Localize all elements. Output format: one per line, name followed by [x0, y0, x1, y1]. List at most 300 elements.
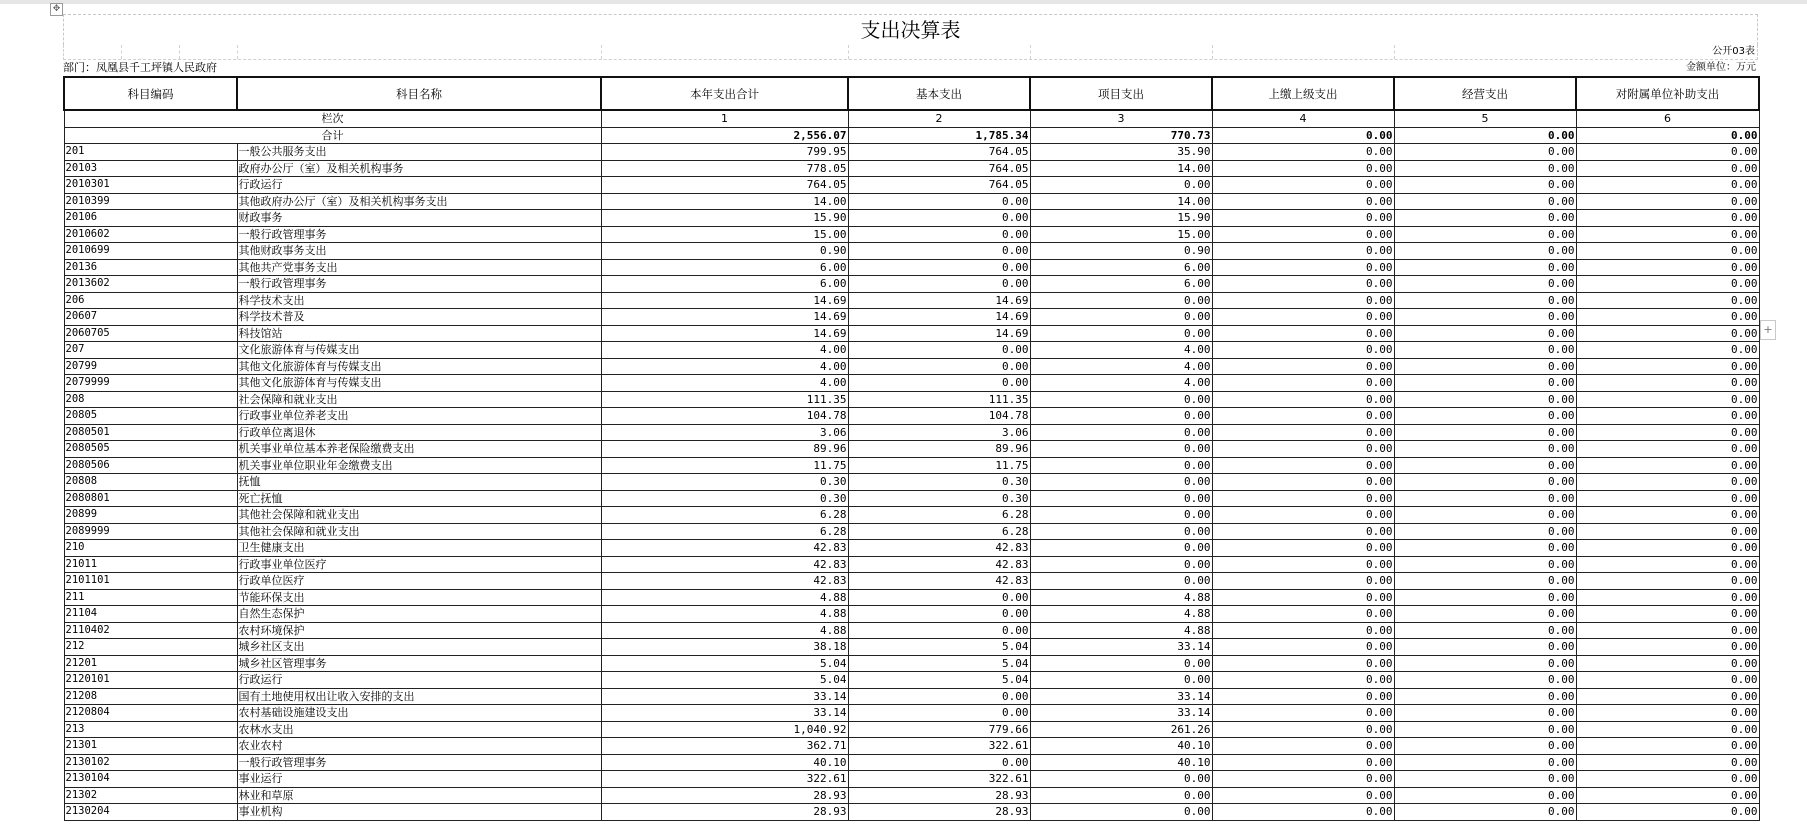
table-row: [64, 408, 1759, 425]
table-row: [64, 342, 1759, 359]
amount-cell: 4.88: [1030, 606, 1212, 623]
table-row: [64, 325, 1759, 342]
amount-cell: 0.00: [1030, 177, 1212, 194]
amount-cell: 0.00: [1212, 639, 1394, 656]
total-cell: 770.73: [1030, 127, 1212, 144]
subject-name: 其他社会保障和就业支出: [237, 523, 601, 540]
table-row: [64, 556, 1759, 573]
subject-code: 2080501: [64, 424, 237, 441]
amount-cell: 0.00: [1212, 276, 1394, 293]
subject-name: 行政单位离退休: [237, 424, 601, 441]
subject-code: 20808: [64, 474, 237, 491]
amount-cell: 0.00: [1394, 144, 1576, 161]
column-header: 科目名称: [237, 77, 601, 110]
subject-name: 机关事业单位职业年金缴费支出: [237, 457, 601, 474]
amount-cell: 0.30: [848, 490, 1030, 507]
total-cell: 0.00: [1576, 127, 1759, 144]
table-row: [64, 787, 1759, 804]
amount-cell: 4.00: [1030, 375, 1212, 392]
amount-cell: 322.61: [848, 771, 1030, 788]
subject-name: 行政事业单位养老支出: [237, 408, 601, 425]
amount-cell: 0.00: [1212, 556, 1394, 573]
amount-cell: 0.00: [1212, 490, 1394, 507]
amount-cell: 0.00: [1576, 639, 1759, 656]
subject-name: 卫生健康支出: [237, 540, 601, 557]
column-header: 科目编码: [64, 77, 237, 110]
subject-name: 机关事业单位基本养老保险缴费支出: [237, 441, 601, 458]
amount-cell: 764.05: [601, 177, 848, 194]
table-row: [64, 738, 1759, 755]
subject-code: 21201: [64, 655, 237, 672]
table-row: [64, 375, 1759, 392]
amount-cell: 0.00: [1576, 375, 1759, 392]
amount-cell: 0.00: [1576, 243, 1759, 260]
amount-cell: 42.83: [848, 540, 1030, 557]
table-move-handle-icon[interactable]: ✥: [50, 3, 63, 16]
subject-code: 201: [64, 144, 237, 161]
subject-name: 农村环境保护: [237, 622, 601, 639]
amount-cell: 0.00: [848, 193, 1030, 210]
table-row: [64, 655, 1759, 672]
subject-name: 财政事务: [237, 210, 601, 227]
amount-cell: 0.00: [1212, 259, 1394, 276]
amount-cell: 15.90: [601, 210, 848, 227]
amount-cell: 0.00: [1212, 804, 1394, 821]
amount-cell: 0.30: [848, 474, 1030, 491]
amount-cell: 33.14: [601, 705, 848, 722]
amount-cell: 0.00: [1394, 622, 1576, 639]
subject-name: 其他文化旅游体育与传媒支出: [237, 358, 601, 375]
amount-cell: 0.00: [1394, 160, 1576, 177]
amount-cell: 42.83: [848, 556, 1030, 573]
table-row: [64, 688, 1759, 705]
amount-cell: 28.93: [848, 787, 1030, 804]
amount-cell: 0.00: [1212, 754, 1394, 771]
amount-cell: 4.00: [601, 375, 848, 392]
table-row: [64, 160, 1759, 177]
amount-cell: 0.00: [1394, 342, 1576, 359]
amount-cell: 6.28: [601, 523, 848, 540]
amount-cell: 0.00: [1576, 144, 1759, 161]
amount-cell: 0.00: [1394, 474, 1576, 491]
table-row: [64, 457, 1759, 474]
window-top-strip: [0, 0, 1807, 4]
amount-cell: 0.00: [1576, 474, 1759, 491]
amount-cell: 0.00: [1212, 688, 1394, 705]
amount-cell: 0.00: [1394, 804, 1576, 821]
subject-code: 213: [64, 721, 237, 738]
subject-code: 2130104: [64, 771, 237, 788]
subject-code: 2010399: [64, 193, 237, 210]
amount-cell: 0.00: [1576, 507, 1759, 524]
amount-cell: 0.00: [1394, 358, 1576, 375]
subject-name: 林业和草原: [237, 787, 601, 804]
amount-cell: 0.00: [1394, 556, 1576, 573]
amount-cell: 0.00: [1394, 210, 1576, 227]
add-column-button[interactable]: +: [1760, 320, 1776, 340]
column-header: 基本支出: [848, 77, 1030, 110]
amount-cell: 5.04: [848, 655, 1030, 672]
subject-name: 农林水支出: [237, 721, 601, 738]
subject-code: 21208: [64, 688, 237, 705]
amount-cell: 0.00: [1576, 259, 1759, 276]
amount-cell: 0.00: [1030, 672, 1212, 689]
subject-code: 207: [64, 342, 237, 359]
amount-cell: 0.00: [1030, 424, 1212, 441]
amount-cell: 764.05: [848, 144, 1030, 161]
amount-cell: 14.00: [601, 193, 848, 210]
index-row: [64, 110, 1759, 127]
amount-cell: 0.00: [1212, 573, 1394, 590]
amount-cell: 0.00: [1576, 705, 1759, 722]
amount-cell: 0.00: [1576, 787, 1759, 804]
amount-cell: 0.00: [1394, 672, 1576, 689]
amount-cell: 42.83: [601, 540, 848, 557]
table-row: [64, 292, 1759, 309]
amount-cell: 0.00: [1030, 441, 1212, 458]
amount-cell: 0.00: [1394, 424, 1576, 441]
table-row: [64, 754, 1759, 771]
subject-name: 事业运行: [237, 771, 601, 788]
subject-name: 政府办公厅（室）及相关机构事务: [237, 160, 601, 177]
table-row: [64, 672, 1759, 689]
amount-cell: 0.00: [1576, 358, 1759, 375]
amount-cell: 0.00: [1030, 391, 1212, 408]
amount-cell: 4.00: [1030, 358, 1212, 375]
amount-cell: 4.88: [1030, 622, 1212, 639]
subject-code: 211: [64, 589, 237, 606]
table-row: [64, 721, 1759, 738]
subject-code: 2080505: [64, 441, 237, 458]
amount-cell: 89.96: [848, 441, 1030, 458]
amount-cell: 5.04: [601, 672, 848, 689]
subject-code: 2130102: [64, 754, 237, 771]
amount-cell: 4.00: [601, 358, 848, 375]
subject-name: 事业机构: [237, 804, 601, 821]
amount-cell: 3.06: [601, 424, 848, 441]
amount-cell: 0.00: [1212, 193, 1394, 210]
subject-code: 2120804: [64, 705, 237, 722]
table-row: [64, 210, 1759, 227]
amount-cell: 11.75: [848, 457, 1030, 474]
amount-cell: 0.00: [848, 622, 1030, 639]
amount-cell: 14.69: [601, 325, 848, 342]
amount-cell: 0.00: [1394, 721, 1576, 738]
amount-cell: 0.00: [1576, 754, 1759, 771]
table-row: [64, 540, 1759, 557]
amount-cell: 4.88: [601, 622, 848, 639]
amount-cell: 764.05: [848, 177, 1030, 194]
amount-cell: 0.00: [848, 375, 1030, 392]
amount-cell: 261.26: [1030, 721, 1212, 738]
amount-cell: 0.00: [1212, 325, 1394, 342]
amount-cell: 0.00: [1212, 540, 1394, 557]
amount-cell: 0.00: [1212, 523, 1394, 540]
amount-cell: 0.00: [1576, 276, 1759, 293]
subject-code: 20106: [64, 210, 237, 227]
amount-cell: 0.00: [1394, 771, 1576, 788]
column-header: 本年支出合计: [601, 77, 848, 110]
subject-code: 206: [64, 292, 237, 309]
amount-cell: 0.00: [848, 210, 1030, 227]
amount-cell: 0.00: [848, 589, 1030, 606]
amount-cell: 14.00: [1030, 160, 1212, 177]
subject-code: 2080801: [64, 490, 237, 507]
subject-code: 210: [64, 540, 237, 557]
amount-cell: 0.00: [1394, 540, 1576, 557]
amount-cell: 0.00: [1576, 424, 1759, 441]
amount-cell: 14.69: [848, 309, 1030, 326]
amount-cell: 0.00: [1394, 606, 1576, 623]
amount-cell: 0.00: [1576, 771, 1759, 788]
subject-code: 212: [64, 639, 237, 656]
amount-cell: 33.14: [1030, 688, 1212, 705]
amount-cell: 0.00: [1212, 243, 1394, 260]
unit-label: 金额单位：万元: [1686, 62, 1756, 73]
amount-cell: 0.00: [1030, 523, 1212, 540]
table-row: [64, 243, 1759, 260]
amount-cell: 0.00: [1212, 177, 1394, 194]
amount-cell: 0.00: [1576, 441, 1759, 458]
amount-cell: 362.71: [601, 738, 848, 755]
amount-cell: 14.00: [1030, 193, 1212, 210]
amount-cell: 0.00: [848, 606, 1030, 623]
amount-cell: 0.00: [1576, 655, 1759, 672]
subject-code: 2101101: [64, 573, 237, 590]
column-header: 上缴上级支出: [1212, 77, 1394, 110]
table-row: [64, 424, 1759, 441]
subject-name: 科技馆站: [237, 325, 601, 342]
amount-cell: 0.00: [1030, 474, 1212, 491]
amount-cell: 14.69: [848, 292, 1030, 309]
amount-cell: 1,040.92: [601, 721, 848, 738]
amount-cell: 28.93: [601, 804, 848, 821]
amount-cell: 0.30: [601, 490, 848, 507]
index-cell: 6: [1576, 110, 1759, 127]
subject-code: 2010699: [64, 243, 237, 260]
amount-cell: 0.00: [1576, 457, 1759, 474]
total-cell: 0.00: [1394, 127, 1576, 144]
amount-cell: 6.00: [601, 259, 848, 276]
amount-cell: 0.00: [1576, 325, 1759, 342]
subject-code: 20103: [64, 160, 237, 177]
amount-cell: 0.00: [1212, 309, 1394, 326]
amount-cell: 0.00: [1212, 144, 1394, 161]
amount-cell: 0.00: [1576, 622, 1759, 639]
column-header: 项目支出: [1030, 77, 1212, 110]
subject-name: 其他文化旅游体育与传媒支出: [237, 375, 601, 392]
amount-cell: 0.00: [1212, 738, 1394, 755]
subject-name: 农业农村: [237, 738, 601, 755]
subject-code: 20799: [64, 358, 237, 375]
amount-cell: 0.00: [1394, 655, 1576, 672]
amount-cell: 4.88: [601, 589, 848, 606]
subject-name: 行政单位医疗: [237, 573, 601, 590]
table-row: [64, 226, 1759, 243]
amount-cell: 0.00: [1394, 705, 1576, 722]
amount-cell: 11.75: [601, 457, 848, 474]
table-row: [64, 573, 1759, 590]
amount-cell: 0.00: [1212, 721, 1394, 738]
subject-code: 2079999: [64, 375, 237, 392]
amount-cell: 0.00: [1030, 771, 1212, 788]
amount-cell: 35.90: [1030, 144, 1212, 161]
amount-cell: 0.00: [1212, 771, 1394, 788]
amount-cell: 38.18: [601, 639, 848, 656]
amount-cell: 0.00: [1576, 556, 1759, 573]
amount-cell: 40.10: [1030, 754, 1212, 771]
amount-cell: 4.00: [601, 342, 848, 359]
table-row: [64, 144, 1759, 161]
amount-cell: 0.00: [1394, 490, 1576, 507]
amount-cell: 0.00: [1576, 672, 1759, 689]
amount-cell: 0.00: [1030, 655, 1212, 672]
amount-cell: 4.88: [1030, 589, 1212, 606]
table-row: [64, 177, 1759, 194]
amount-cell: 0.00: [1212, 705, 1394, 722]
amount-cell: 0.00: [1212, 672, 1394, 689]
amount-cell: 6.00: [1030, 276, 1212, 293]
subject-name: 死亡抚恤: [237, 490, 601, 507]
amount-cell: 0.00: [1576, 738, 1759, 755]
table-row: [64, 705, 1759, 722]
table-row: [64, 441, 1759, 458]
amount-cell: 0.00: [1576, 589, 1759, 606]
amount-cell: 0.00: [1212, 622, 1394, 639]
table-row: [64, 391, 1759, 408]
amount-cell: 111.35: [601, 391, 848, 408]
subject-code: 2130204: [64, 804, 237, 821]
total-cell: 1,785.34: [848, 127, 1030, 144]
header-row: [64, 77, 1759, 110]
amount-cell: 0.00: [1576, 193, 1759, 210]
amount-cell: 0.00: [1576, 391, 1759, 408]
amount-cell: 89.96: [601, 441, 848, 458]
amount-cell: 0.00: [1212, 424, 1394, 441]
amount-cell: 6.00: [1030, 259, 1212, 276]
amount-cell: 0.00: [1394, 226, 1576, 243]
amount-cell: 0.00: [1576, 490, 1759, 507]
subject-name: 一般公共服务支出: [237, 144, 601, 161]
amount-cell: 0.00: [1394, 391, 1576, 408]
table-row: [64, 606, 1759, 623]
subject-name: 其他财政事务支出: [237, 243, 601, 260]
amount-cell: 0.90: [1030, 243, 1212, 260]
amount-cell: 42.83: [601, 573, 848, 590]
amount-cell: 0.00: [848, 358, 1030, 375]
subject-name: 一般行政管理事务: [237, 754, 601, 771]
subject-name: 一般行政管理事务: [237, 226, 601, 243]
amount-cell: 0.00: [1212, 375, 1394, 392]
amount-cell: 0.00: [1030, 804, 1212, 821]
amount-cell: 0.00: [1030, 292, 1212, 309]
amount-cell: 0.00: [1576, 721, 1759, 738]
amount-cell: 0.00: [1030, 507, 1212, 524]
amount-cell: 0.00: [1030, 540, 1212, 557]
amount-cell: 0.00: [1394, 292, 1576, 309]
amount-cell: 0.00: [1576, 342, 1759, 359]
subject-name: 行政运行: [237, 177, 601, 194]
table-row: [64, 589, 1759, 606]
amount-cell: 0.00: [1030, 787, 1212, 804]
amount-cell: 0.00: [1212, 391, 1394, 408]
subject-name: 科学技术支出: [237, 292, 601, 309]
total-cell: 2,556.07: [601, 127, 848, 144]
subject-code: 21302: [64, 787, 237, 804]
amount-cell: 0.00: [1394, 276, 1576, 293]
subject-code: 20899: [64, 507, 237, 524]
amount-cell: 104.78: [601, 408, 848, 425]
amount-cell: 0.00: [1576, 309, 1759, 326]
amount-cell: 15.00: [1030, 226, 1212, 243]
amount-cell: 0.00: [1212, 787, 1394, 804]
amount-cell: 0.00: [1394, 523, 1576, 540]
expenditure-table: [63, 76, 1760, 821]
amount-cell: 0.00: [1394, 408, 1576, 425]
amount-cell: 0.00: [1030, 556, 1212, 573]
subject-code: 2060705: [64, 325, 237, 342]
subject-code: 20805: [64, 408, 237, 425]
subject-code: 20607: [64, 309, 237, 326]
amount-cell: 0.30: [601, 474, 848, 491]
amount-cell: 42.83: [601, 556, 848, 573]
subject-name: 一般行政管理事务: [237, 276, 601, 293]
table-row: [64, 639, 1759, 656]
amount-cell: 0.00: [1576, 408, 1759, 425]
amount-cell: 0.00: [1576, 292, 1759, 309]
amount-cell: 0.00: [1212, 292, 1394, 309]
subject-name: 社会保障和就业支出: [237, 391, 601, 408]
amount-cell: 4.00: [1030, 342, 1212, 359]
table-row: [64, 804, 1759, 821]
table-row: [64, 622, 1759, 639]
total-row: [64, 127, 1759, 144]
amount-cell: 14.69: [848, 325, 1030, 342]
subject-name: 其他社会保障和就业支出: [237, 507, 601, 524]
amount-cell: 0.00: [1394, 589, 1576, 606]
amount-cell: 0.00: [1212, 606, 1394, 623]
amount-cell: 111.35: [848, 391, 1030, 408]
index-cell: 5: [1394, 110, 1576, 127]
amount-cell: 0.00: [848, 705, 1030, 722]
amount-cell: 0.00: [848, 259, 1030, 276]
amount-cell: 0.00: [1394, 639, 1576, 656]
amount-cell: 28.93: [601, 787, 848, 804]
amount-cell: 0.00: [848, 342, 1030, 359]
amount-cell: 799.95: [601, 144, 848, 161]
amount-cell: 0.00: [1212, 441, 1394, 458]
subject-name: 行政事业单位医疗: [237, 556, 601, 573]
amount-cell: 5.04: [848, 639, 1030, 656]
index-cell: 2: [848, 110, 1030, 127]
subject-code: 2080506: [64, 457, 237, 474]
subject-name: 其他共产党事务支出: [237, 259, 601, 276]
amount-cell: 0.00: [1394, 309, 1576, 326]
amount-cell: 322.61: [601, 771, 848, 788]
amount-cell: 0.00: [1212, 507, 1394, 524]
amount-cell: 0.00: [1394, 507, 1576, 524]
table-number: 公开03表: [1712, 46, 1755, 57]
total-cell: 0.00: [1212, 127, 1394, 144]
amount-cell: 0.00: [1576, 210, 1759, 227]
subject-code: 2010602: [64, 226, 237, 243]
subject-name: 抚恤: [237, 474, 601, 491]
amount-cell: 0.00: [1212, 342, 1394, 359]
subject-name: 国有土地使用权出让收入安排的支出: [237, 688, 601, 705]
amount-cell: 0.00: [1212, 589, 1394, 606]
amount-cell: 0.00: [1212, 160, 1394, 177]
amount-cell: 0.90: [601, 243, 848, 260]
